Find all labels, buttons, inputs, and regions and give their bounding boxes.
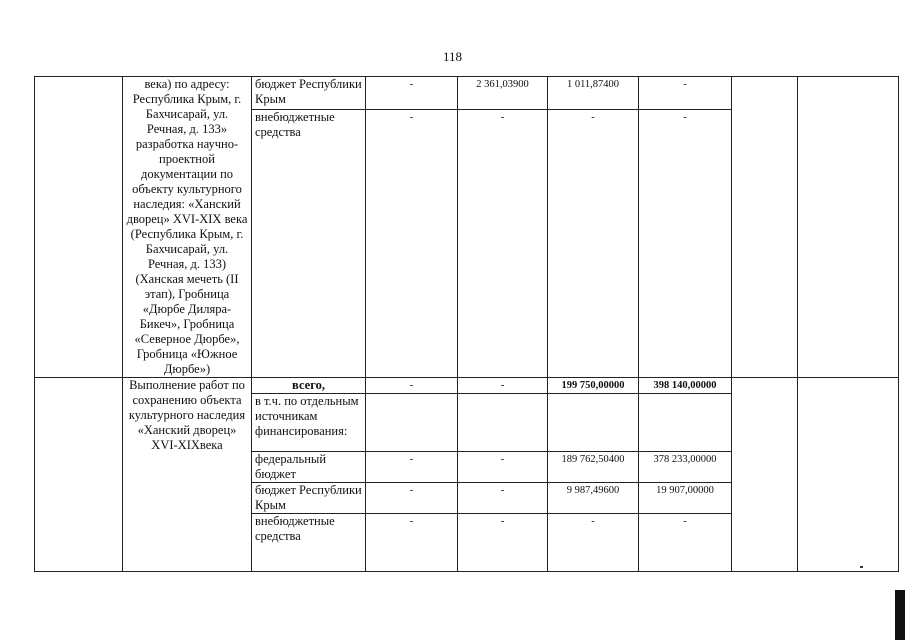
funding-source: федеральный бюджет: [252, 452, 366, 483]
value-cell: [548, 394, 639, 452]
value-cell: 189 762,50400: [548, 452, 639, 483]
value-cell: -: [366, 77, 458, 110]
value-cell: -: [366, 378, 458, 394]
value-cell: -: [366, 483, 458, 514]
activity-description: века) по адресу: Республика Крым, г. Бахчисарай, ул. Речная, д. 133» разработка научно-проектной документации по объекту культурного наследия: «Ханский дворец» XVI-XIX века (Республика Крым, г. Бахчисарай, ул. Речная, д. 133) (Ханская мечеть (II этап), Гробница «Дюрбе Диляра-Бикеч», Гробница «Северное Дюрбе», Гробница «Южное Дюрбе»): [123, 77, 252, 378]
page-number: 118: [442, 49, 463, 64]
value-cell: -: [639, 109, 732, 377]
value-cell: [366, 394, 458, 452]
table-row: [35, 77, 899, 110]
value-cell: -: [458, 452, 548, 483]
value-cell: -: [639, 514, 732, 572]
activity-description: Выполнение работ по сохранению объекта культурного наследия «Ханский дворец» XVI-XIXвека: [123, 378, 252, 572]
value-cell: -: [548, 514, 639, 572]
value-cell: -: [458, 109, 548, 377]
value-cell: [639, 394, 732, 452]
value-cell: -: [639, 77, 732, 110]
value-cell: -: [458, 378, 548, 394]
value-cell: -: [548, 109, 639, 377]
value-cell: 378 233,00000: [639, 452, 732, 483]
cell-blank: [798, 77, 899, 378]
funding-source: бюджет Республики Крым: [252, 77, 366, 110]
funding-source: бюджет Республики Крым: [252, 483, 366, 514]
cell-blank: [35, 77, 123, 378]
value-cell: 398 140,00000: [639, 378, 732, 394]
funding-source: всего,: [252, 378, 366, 394]
scan-speck: [860, 566, 863, 568]
cell-blank: [35, 378, 123, 572]
cell-blank: [798, 378, 899, 572]
funding-source: в т.ч. по отдельным источникам финансирования:: [252, 394, 366, 452]
value-cell: 9 987,49600: [548, 483, 639, 514]
cell-blank: [732, 77, 798, 378]
funding-source: внебюджетные средства: [252, 514, 366, 572]
value-cell: 1 011,87400: [548, 77, 639, 110]
value-cell: -: [366, 452, 458, 483]
financing-table: [34, 76, 899, 572]
value-cell: [458, 394, 548, 452]
value-cell: 2 361,03900: [458, 77, 548, 110]
value-cell: -: [366, 109, 458, 377]
value-cell: -: [366, 514, 458, 572]
value-cell: -: [458, 514, 548, 572]
table-row: [35, 378, 899, 394]
scan-edge-shadow: [895, 590, 905, 640]
value-cell: 19 907,00000: [639, 483, 732, 514]
cell-blank: [732, 378, 798, 572]
funding-source: внебюджетные средства: [252, 109, 366, 377]
value-cell: -: [458, 483, 548, 514]
value-cell: 199 750,00000: [548, 378, 639, 394]
